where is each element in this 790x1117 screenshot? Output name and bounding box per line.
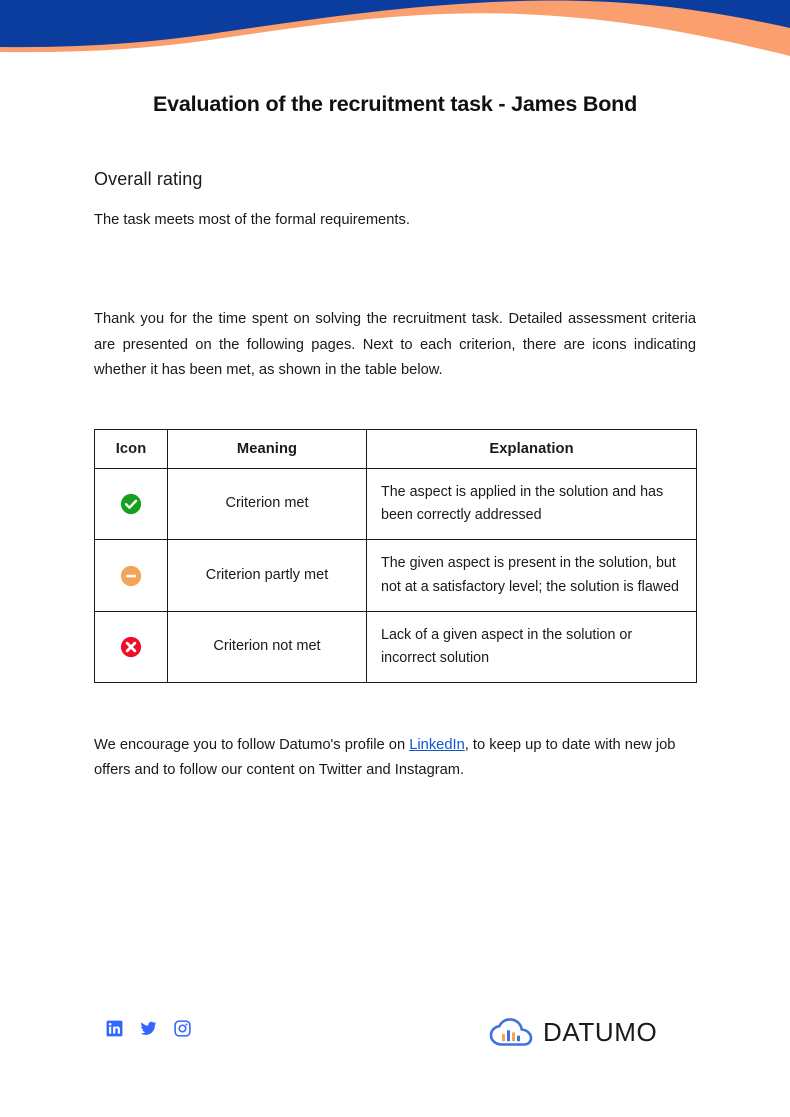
social-links: [106, 1020, 191, 1037]
icon-legend-table: [94, 429, 697, 683]
twitter-social-link[interactable]: [140, 1020, 157, 1037]
page-title: Evaluation of the recruitment task - James Bond: [152, 92, 638, 116]
follow-text-before-link: We encourage you to follow Datumo's profile on: [94, 737, 410, 754]
twitter-icon: [140, 1020, 157, 1037]
follow-text-after-link: , to keep up to date with new job offers and to follow our content on Twitter and Instagram.: [94, 737, 676, 779]
content-column: [94, 117, 696, 784]
table-row: [95, 469, 697, 540]
table-header-row: [95, 430, 697, 469]
follow-us-paragraph: [94, 683, 696, 784]
table-row: [95, 611, 697, 682]
column-header-explanation: Explanation: [367, 430, 697, 469]
instagram-social-link[interactable]: [174, 1020, 191, 1037]
cell-icon: [95, 540, 168, 611]
cell-explanation: Lack of a given aspect in the solution or incorrect solution: [367, 611, 697, 682]
datumo-wordmark: [543, 1018, 683, 1048]
intro-paragraph: Thank you for the time spent on solving the recruitment task. Detailed assessment criteria are presented on the following pages. Next to each criterion, there are icons indicating whether it has been met, as shown in the table below.: [94, 311, 696, 378]
cell-meaning: Criterion met: [168, 469, 367, 540]
cross-circle-icon: [120, 636, 142, 658]
instagram-icon: [174, 1020, 191, 1037]
overall-rating-text: The task meets most of the formal requirements.: [94, 212, 410, 228]
column-header-meaning: Meaning: [168, 430, 367, 469]
cell-explanation: The aspect is applied in the solution and has been correctly addressed: [367, 469, 697, 540]
page-footer: [0, 1008, 790, 1068]
check-circle-icon: [120, 493, 142, 515]
cell-meaning: Criterion partly met: [168, 540, 367, 611]
cell-icon: [95, 611, 168, 682]
linkedin-link[interactable]: LinkedIn: [409, 737, 465, 754]
overall-rating-heading: Overall rating: [94, 169, 203, 189]
table-row: [95, 540, 697, 611]
cell-explanation: The given aspect is present in the solution, but not at a satisfactory level; the solution is flawed: [367, 540, 697, 611]
linkedin-social-link[interactable]: [106, 1020, 123, 1037]
cell-icon: [95, 469, 168, 540]
datumo-wordmark-text: DATUMO: [543, 1018, 658, 1047]
linkedin-icon: [106, 1020, 123, 1037]
datumo-logo: [489, 1018, 683, 1048]
cell-meaning: Criterion not met: [168, 611, 367, 682]
column-header-icon: Icon: [95, 430, 168, 469]
minus-circle-icon: [120, 565, 142, 587]
datumo-cloud-logo-icon: [489, 1018, 536, 1048]
